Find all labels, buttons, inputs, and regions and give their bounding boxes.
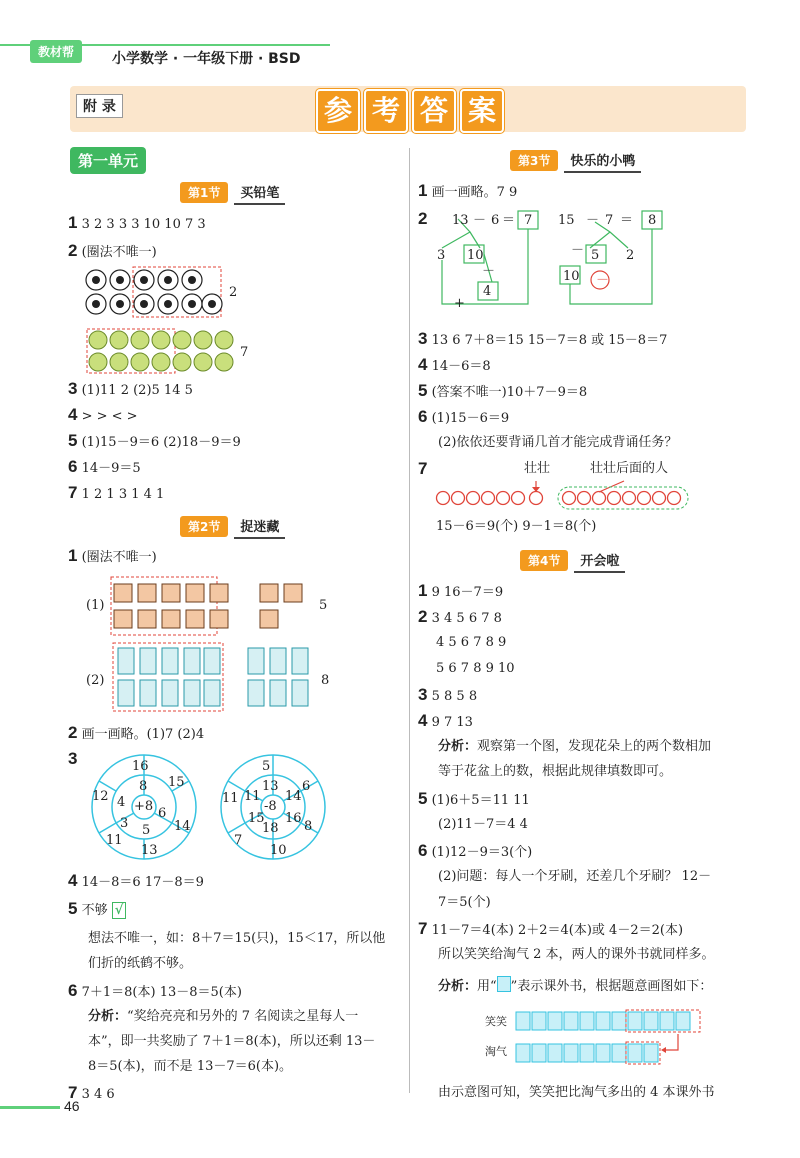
answer-2-2: 2 画一画略。(1)7 (2)4 xyxy=(68,723,205,742)
diagram-text: － xyxy=(596,273,610,288)
section-title: 捉迷藏 xyxy=(234,514,285,539)
queue-label: 壮壮后面的人 xyxy=(590,461,669,476)
section-2-heading xyxy=(180,514,285,539)
answer-text: 9 7 13 xyxy=(431,715,473,730)
diagram-text: 5 xyxy=(591,248,600,263)
answer-text: ”表示课外书，根据题意画图如下： xyxy=(510,979,713,994)
volleyball-count: 7 xyxy=(240,345,249,360)
answer-text: 14－6＝8 xyxy=(431,359,491,374)
answer-3-1: 1 画一画略。7 9 xyxy=(418,181,518,200)
answer-7: 7 1 2 1 3 1 4 1 xyxy=(68,483,165,502)
banner-char: 参 xyxy=(316,89,360,133)
answer-2-6: 6 7＋1＝8(本) 13－8＝5(本) xyxy=(68,981,242,1000)
answer-text: 3 2 3 3 3 10 10 7 3 xyxy=(81,217,206,232)
answer-4-4: 4 9 7 13 xyxy=(418,711,473,730)
wheel-cell: 7 xyxy=(234,833,243,848)
answer-text: 用“ xyxy=(477,979,497,994)
answer-3-7-eq: 15－6＝9(个) 9－1＝8(个) xyxy=(436,519,597,534)
queue-label: 壮壮 xyxy=(524,461,551,476)
answer-text: 画一画略。7 9 xyxy=(431,185,518,200)
wheel-cell: 13 xyxy=(262,779,279,794)
answer-2-1: 1 (圈法不唯一) xyxy=(68,546,157,565)
cube-figure xyxy=(110,576,310,636)
section-title: 快乐的小鸭 xyxy=(564,148,641,173)
queue-figure xyxy=(434,478,694,512)
diagram-text: 7 xyxy=(605,213,614,228)
wheel-cell: 16 xyxy=(285,811,302,826)
answer-text: 3 4 6 xyxy=(81,1087,115,1102)
wheel-cell: 15 xyxy=(168,775,185,790)
wheel-cell: 11 xyxy=(244,789,261,804)
appendix-banner xyxy=(70,86,746,132)
answer-text: (1)6＋5＝11 11 xyxy=(431,793,530,808)
header-subject: 小学数学 · 一年级下册 · BSD xyxy=(112,51,301,67)
answer-text: 14－9＝5 xyxy=(81,461,141,476)
diagram-text: 3 xyxy=(437,248,446,263)
analysis-4-4 xyxy=(438,738,711,756)
answer-text: (1)11 2 (2)5 14 5 xyxy=(81,383,193,398)
diagram-text: 7 xyxy=(524,213,533,228)
footer-bar xyxy=(0,1106,60,1109)
answer-text: 11－7＝4(本) 2＋2＝4(本)或 4－2＝2(本) xyxy=(431,923,684,938)
answer-4-3: 3 5 8 5 8 xyxy=(418,685,478,704)
answer-4: 4 > > < > xyxy=(68,405,138,424)
section-title: 开会啦 xyxy=(574,548,625,573)
section-title: 买铅笔 xyxy=(234,180,285,205)
answer-2-5: 5 不够 √ xyxy=(68,900,126,920)
wheel-cell: 12 xyxy=(92,789,109,804)
cylinder-label: (2) xyxy=(86,673,105,688)
diagram-text: 10 xyxy=(467,248,484,263)
wheel-cell: 6 xyxy=(158,806,167,821)
answer-2-5-explain: 想法不唯一，如：8＋7＝15(只)，15＜17，所以他 xyxy=(88,931,386,946)
answer-3-7: 7 xyxy=(418,459,428,478)
wheel-center: +8 xyxy=(134,799,154,814)
diagram-text: 4 xyxy=(483,284,492,299)
analysis-label: 分析： xyxy=(88,1009,128,1024)
answer-5: 5 (1)15－9＝6 (2)18－9＝9 xyxy=(68,431,241,450)
answer-4-7: 7 11－7＝4(本) 2＋2＝4(本)或 4－2＝2(本) xyxy=(418,919,684,938)
answer-text: 画一画略。(1)7 (2)4 xyxy=(81,727,205,742)
wheel-cell: 8 xyxy=(139,779,148,794)
unit-title: 第一单元 xyxy=(70,147,146,174)
book-square-icon xyxy=(497,976,511,992)
wheel-cell: 6 xyxy=(302,779,311,794)
diagram-text: － xyxy=(473,213,487,228)
cylinder-count: 8 xyxy=(321,673,330,688)
wheel-cell: 10 xyxy=(270,843,287,858)
header-bar xyxy=(0,38,330,68)
answer-text: “奖给亮亮和另外的 7 名阅读之星每人一 xyxy=(127,1009,359,1024)
cube-count: 5 xyxy=(319,598,328,613)
answer-3-3: 3 13 6 7＋8＝15 15－7＝8 或 15－8＝7 xyxy=(418,329,668,348)
section-4-heading xyxy=(520,548,625,573)
page-number: 46 xyxy=(64,1098,80,1114)
analysis-label: 分析： xyxy=(438,739,478,754)
wheel-cell: 15 xyxy=(248,811,265,826)
diagram-text: ＝ xyxy=(502,213,516,228)
answer-text: 13 6 7＋8＝15 15－7＝8 或 15－8＝7 xyxy=(431,333,668,348)
answer-3-2: 2 xyxy=(418,209,428,228)
analysis-2-6 xyxy=(88,1008,358,1026)
wheel-cell: 18 xyxy=(262,821,279,836)
wheel-cell: 8 xyxy=(304,819,313,834)
answer-text: 3 4 5 6 7 8 xyxy=(431,611,502,626)
wheel-cell: 11 xyxy=(222,791,239,806)
wheel-cell: 13 xyxy=(141,843,158,858)
answer-4-1: 1 9 16－7＝9 xyxy=(418,581,504,600)
answer-2: 2 (圈法不唯一) xyxy=(68,241,157,260)
appendix-label: 附 录 xyxy=(76,94,123,118)
answer-text: > > < > xyxy=(81,409,138,424)
wheel-cell: 3 xyxy=(120,816,129,831)
diagram-text: 2 xyxy=(626,248,635,263)
wheel-cell: 5 xyxy=(142,823,151,838)
answer-4-6b: (2)问题：每人一个牙刷，还差几个牙刷？ 12－ xyxy=(438,869,712,884)
diagram-text: 8 xyxy=(648,213,657,228)
section-badge: 第3节 xyxy=(510,150,558,171)
football-count: 2 xyxy=(229,285,238,300)
wheel-cell: 14 xyxy=(285,789,302,804)
analysis-4-4: 等于花盆上的数，根据此规律填数即可。 xyxy=(438,764,673,779)
banner-char: 答 xyxy=(412,89,456,133)
analysis-2-6: 8＝5(本)，而不是 13－7＝6(本)。 xyxy=(88,1059,293,1074)
analysis-4-7 xyxy=(438,976,712,996)
answer-4-2: 2 3 4 5 6 7 8 xyxy=(418,607,502,626)
diagram-text: 15 xyxy=(558,213,575,228)
diagram-text: ＝ xyxy=(620,213,634,228)
diagram-text: 10 xyxy=(563,269,580,284)
answer-text: 14－8＝6 17－8＝9 xyxy=(81,875,204,890)
answer-2-4: 4 14－8＝6 17－8＝9 xyxy=(68,871,204,890)
wheel-cell: 4 xyxy=(117,795,126,810)
answer-4-5b: (2)11－7＝4 4 xyxy=(438,817,528,832)
answer-text: (1)15－9＝6 (2)18－9＝9 xyxy=(81,435,241,450)
wheel-cell: 5 xyxy=(262,759,271,774)
banner-char: 案 xyxy=(460,89,504,133)
answer-4-6c: 7＝5(个) xyxy=(438,895,491,910)
answer-text: (1)12－9＝3(个) xyxy=(431,845,533,860)
answer-text: (1)15－6＝9 xyxy=(431,411,510,426)
answer-text: 1 2 1 3 1 4 1 xyxy=(81,487,165,502)
diagram-text: － xyxy=(571,243,585,258)
answer-3-6: 6 (1)15－6＝9 xyxy=(418,407,510,426)
answer-2-5-explain: 们折的纸鹤不够。 xyxy=(88,956,193,971)
answer-text: 不够 xyxy=(81,903,108,918)
answer-3-5: 5 (答案不唯一)10＋7－9＝8 xyxy=(418,381,588,400)
section-3-heading xyxy=(510,148,641,173)
analysis-label: 分析： xyxy=(438,979,478,994)
answer-text: 7＋1＝8(本) 13－8＝5(本) xyxy=(81,985,242,1000)
wheel-cell: 14 xyxy=(174,819,191,834)
answer-4-6: 6 (1)12－9＝3(个) xyxy=(418,841,533,860)
answer-6: 6 14－9＝5 xyxy=(68,457,141,476)
diagram-text: 13 xyxy=(452,213,469,228)
answer-3-4: 4 14－6＝8 xyxy=(418,355,491,374)
column-divider xyxy=(409,148,410,1093)
answer-4-7b: 所以笑笑给淘气 2 本，两人的课外书就同样多。 xyxy=(438,947,715,962)
wheel-cell: 11 xyxy=(106,833,123,848)
diagram-text: 6 xyxy=(491,213,500,228)
diagram-text: + xyxy=(454,296,465,311)
cylinder-figure xyxy=(112,642,312,712)
answer-4-2-row: 4 5 6 7 8 9 xyxy=(436,635,507,650)
answer-text: (圈法不唯一) xyxy=(81,550,157,565)
answer-text: (答案不唯一)10＋7－9＝8 xyxy=(431,385,588,400)
wheel-center: -8 xyxy=(264,799,277,814)
answer-4-7d: 由示意图可知，笑笑把比淘气多出的 4 本课外书 xyxy=(438,1085,715,1100)
cube-label: (1) xyxy=(86,598,105,613)
answer-text: (圈法不唯一) xyxy=(81,245,157,260)
analysis-2-6: 本”，即一共奖励了 7＋1＝8(本)，所以还剩 13－ xyxy=(88,1034,376,1049)
answer-text: 9 16－7＝9 xyxy=(431,585,504,600)
section-badge: 第4节 xyxy=(520,550,568,571)
row-label: 淘气 xyxy=(485,1045,507,1058)
answer-3: 3 (1)11 2 (2)5 14 5 xyxy=(68,379,193,398)
volleyball-figure xyxy=(86,328,249,374)
section-badge: 第1节 xyxy=(180,182,228,203)
diagram-text: － xyxy=(586,213,600,228)
answer-2-3: 3 xyxy=(68,749,78,768)
section-1-heading xyxy=(180,180,285,205)
header-tag: 教材帮 xyxy=(30,40,82,63)
wheel-cell: 16 xyxy=(132,759,149,774)
answer-2-7: 7 3 4 6 xyxy=(68,1083,115,1102)
diagram-text: － xyxy=(482,264,496,279)
answer-text: 观察第一个图，发现花朵上的两个数相加 xyxy=(477,739,712,754)
check-mark-icon: √ xyxy=(112,902,127,919)
answer-text: 5 8 5 8 xyxy=(431,689,478,704)
answer-4-5: 5 (1)6＋5＝11 11 xyxy=(418,789,530,808)
banner-char: 考 xyxy=(364,89,408,133)
book-bar-diagram xyxy=(514,1008,714,1068)
answer-1: 1 3 2 3 3 3 10 10 7 3 xyxy=(68,213,206,232)
banner-title xyxy=(316,89,504,133)
row-label: 笑笑 xyxy=(485,1015,507,1028)
answer-3-6b: (2)依依还要背诵几首才能完成背诵任务？ xyxy=(438,435,678,450)
section-badge: 第2节 xyxy=(180,516,228,537)
answer-4-2-row: 5 6 7 8 9 10 xyxy=(436,661,515,676)
